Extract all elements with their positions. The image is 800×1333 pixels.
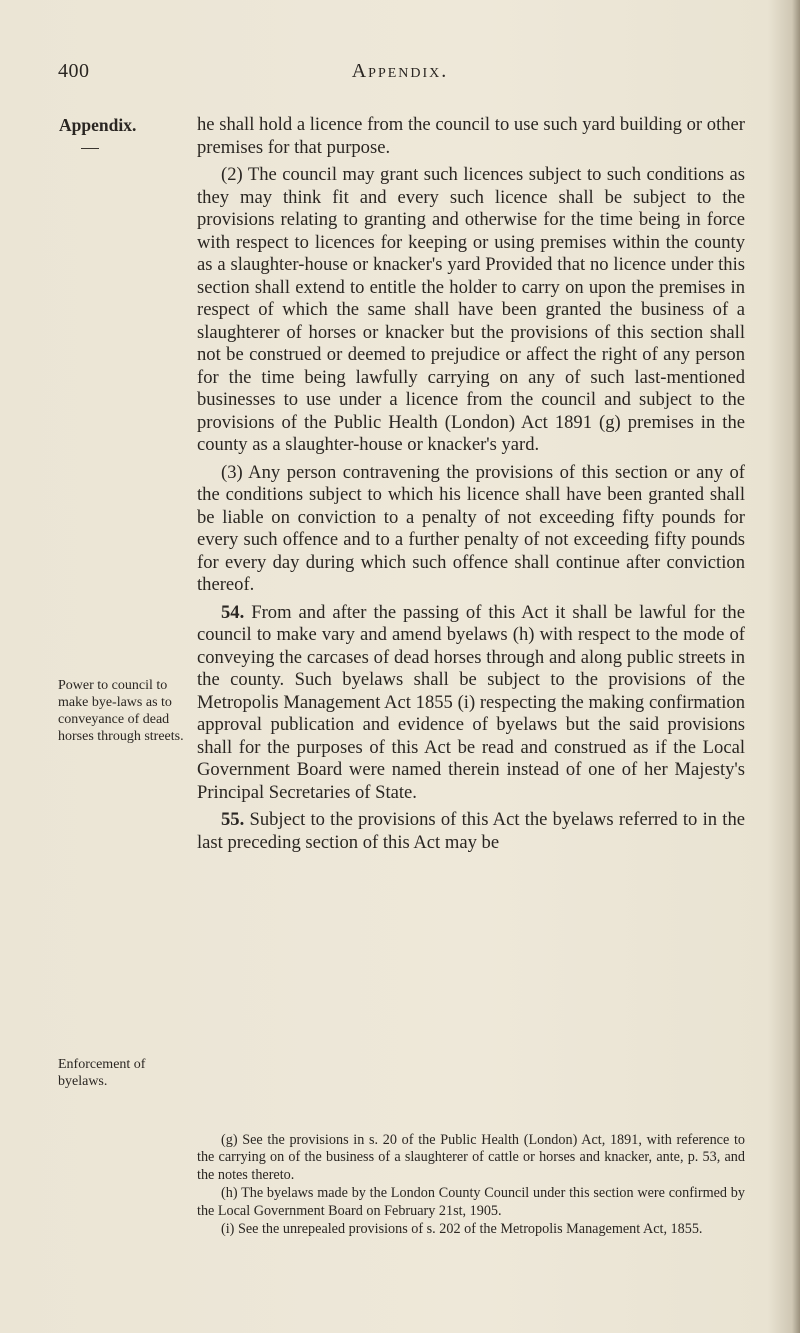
side-dash-divider (81, 148, 99, 149)
footnote-g: (g) See the provisions in s. 20 of the Public Health (London) Act, 1891, with reference to the carrying on of the business of a slaughterer of cattle or horses and knacker, ante, p. 53, and the notes thereto. (197, 1132, 745, 1183)
section-55-number: 55. (221, 809, 245, 830)
section-55 (197, 809, 745, 854)
page-number: 400 (58, 60, 90, 82)
section-54-text: From and after the passing of this Act it shall be lawful for the council to make vary and amend byelaws (h) with respect to the mode of conveying the carcases of dead horses through and along public streets in the county. Such byelaws shall be subject to the provisions of the Metropolis Management Act 1855 (i) respecting the making confirmation approval publication and evidence of byelaws but the said provisions shall for the purposes of this Act be read and construed as if the Local Government Board were named therein instead of one of her Majesty's Principal Secretaries of State. (197, 601, 745, 803)
footnote-i: (i) See the unrepealed provisions of s. 202 of the Metropolis Management Act, 1855. (221, 1221, 703, 1238)
margin-note-power-to-council: Power to council to make bye-laws as to conveyance of dead horses through streets. (58, 678, 184, 744)
paragraph-subsection-3: (3) Any person contravening the provisions of this section or any of the conditions subject to which his licence shall have been granted shall be liable on conviction to a penalty of not exceeding fifty pounds for every such offence and to a further penalty of not exceeding fifty pounds for every day during which such offence shall continue after conviction thereof. (197, 461, 745, 595)
section-54-number: 54. (221, 601, 245, 623)
section-55-text: Subject to the provisions of this Act the byelaws referred to in the last preceding section of this Act may be (197, 809, 745, 853)
paragraph-continuation: he shall hold a licence from the council to use such yard building or other premises for that purpose. (197, 114, 745, 158)
appendix-side-label: Appendix. (59, 115, 137, 135)
footnotes (197, 1132, 745, 1239)
running-head: Appendix. (351, 60, 449, 82)
paragraph-subsection-2: (2) The council may grant such licences subject to such conditions as they may think fit and every such licence shall be subject to the provisions relating to granting and otherwise for the time being in force with respect to licences for keeping or using premises within the county as a slaughter-house or knacker's yard Provided that no licence under this section shall extend to entitle the holder to carry on upon the premises in respect of which the same shall have been granted the business of a slaughterer of horses or knacker but the provisions of this section shall not be construed or deemed to prejudice or affect the right of any person for the time being lawfully carrying on any of such last-mentioned businesses to use under a licence from the council and subject to the provisions of the Public Health (London) Act 1891 (g) premises in the county as a slaughter-house or knacker's yard. (197, 164, 745, 455)
section-54 (197, 602, 745, 805)
footnote-h: (h) The byelaws made by the London County Council under this section were confirmed by the Local Government Board on February 21st, 1905. (197, 1185, 745, 1219)
margin-note-enforcement: Enforcement of byelaws. (58, 1057, 146, 1089)
page-header (0, 58, 800, 88)
main-text (197, 114, 745, 859)
